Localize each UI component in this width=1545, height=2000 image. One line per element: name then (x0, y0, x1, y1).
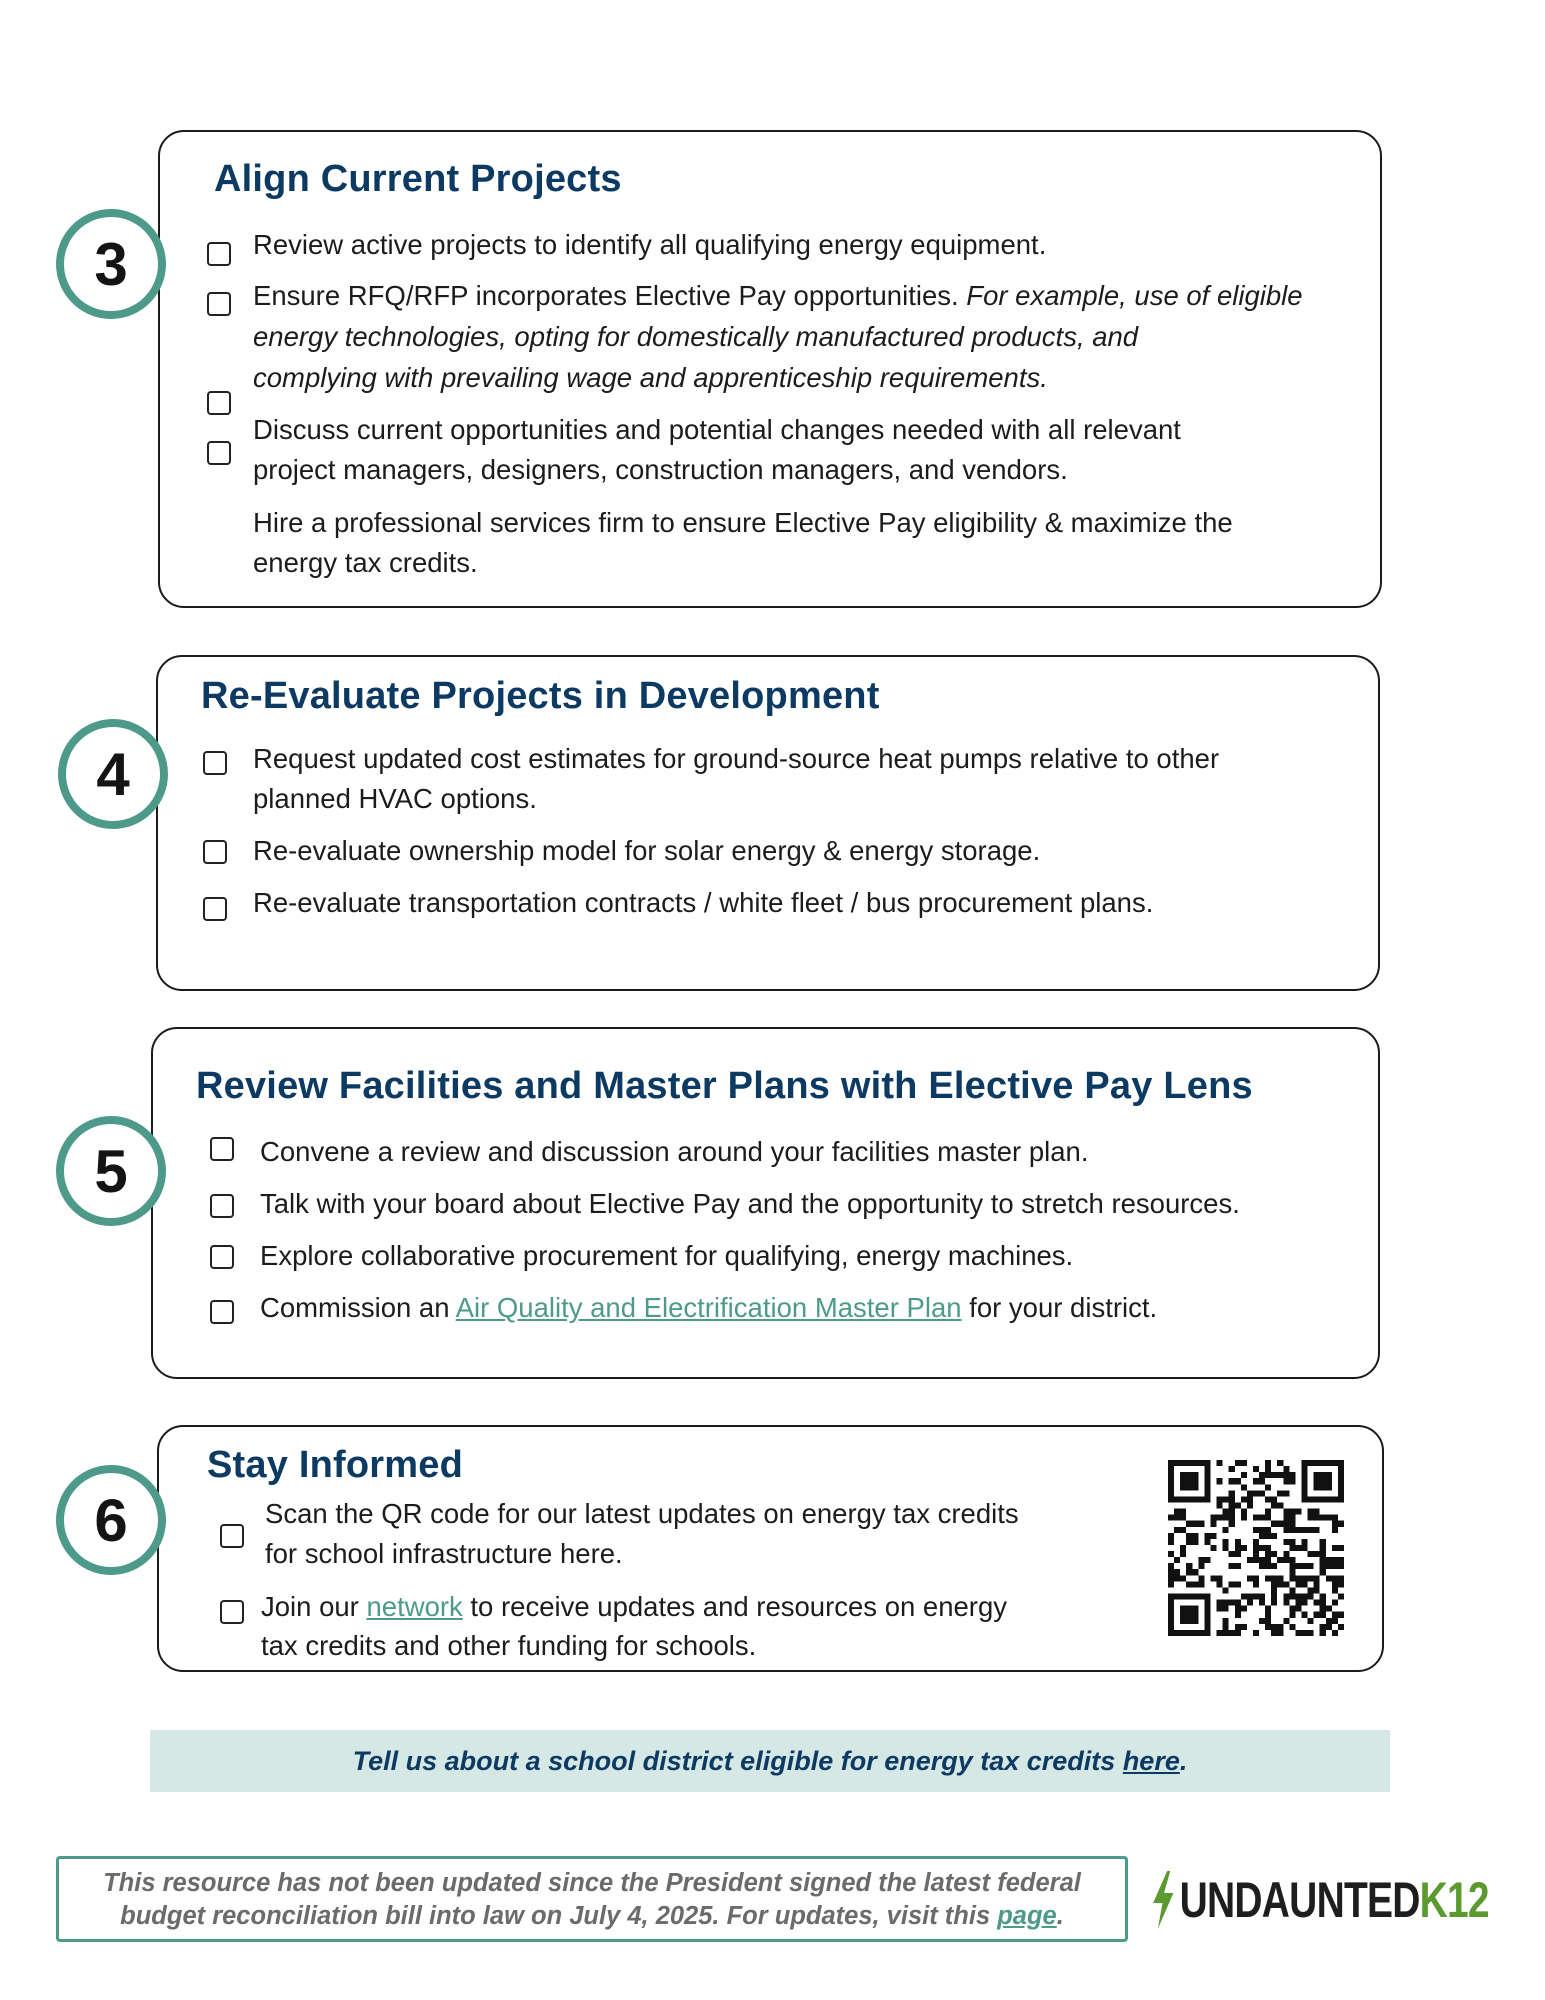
checkbox-icon[interactable] (203, 897, 227, 921)
checkbox-icon[interactable] (207, 292, 231, 316)
section-4-item-1-line2: planned HVAC options. (253, 783, 537, 814)
section-3-item-4-line2: energy tax credits. (253, 547, 478, 578)
qr-code-icon[interactable] (1168, 1460, 1344, 1636)
join-text-end: to receive updates and resources on energy (462, 1591, 1008, 1622)
section-3-item-1: Review active projects to identify all qualifying energy equipment. (253, 229, 1047, 260)
section-5-item-4-text: Commission an (260, 1292, 456, 1323)
section-5-item-3: Explore collaborative procurement for qualifying, energy machines. (260, 1240, 1074, 1271)
section-6-item-1: Scan the QR code for our latest updates on energy tax credits (265, 1498, 1019, 1529)
checkbox-icon[interactable] (207, 391, 231, 415)
master-plan-link[interactable]: Air Quality and Electrification Master Plan (455, 1292, 962, 1323)
section-3-item-3-line2: project managers, designers, construction managers, and vendors. (253, 454, 1068, 485)
section-3-item-2-text: Ensure RFQ/RFP incorporates Elective Pay opportunities. (253, 280, 959, 311)
section-5-item-4 (260, 1287, 1157, 1328)
update-notice (56, 1856, 1128, 1942)
section-6-title: Stay Informed (207, 1444, 463, 1486)
undaunted-k12-logo (1150, 1872, 1489, 1928)
notice-line-1: This resource has not been updated since the President signed the latest federal (103, 1869, 1081, 1897)
banner-link[interactable]: here (1122, 1745, 1180, 1776)
section-5-title: Review Facilities and Master Plans with Elective Pay Lens (196, 1065, 1253, 1107)
logo-text-k12: K12 (1419, 1872, 1489, 1928)
section-4-item-3: Re-evaluate transportation contracts / white fleet / bus procurement plans. (253, 887, 1154, 918)
notice-line-2 (59, 1900, 1125, 1933)
banner-text: Tell us about a school district eligible for energy tax credits (352, 1745, 1123, 1776)
step-4-badge: 4 (58, 719, 168, 829)
checkbox-icon[interactable] (210, 1194, 234, 1218)
section-4-title: Re-Evaluate Projects in Development (201, 675, 880, 717)
checkbox-icon[interactable] (220, 1600, 244, 1624)
step-5-badge: 5 (56, 1116, 166, 1226)
checkbox-icon[interactable] (210, 1137, 234, 1161)
section-3-item-2-example: For example, use of eligible (966, 280, 1303, 311)
logo-text-undaunted: UNDAUNTED (1179, 1872, 1420, 1928)
notice-line-2-text: budget reconciliation bill into law on July 4, 2025. For updates, visit this (120, 1902, 998, 1930)
district-banner (150, 1730, 1390, 1792)
checkbox-icon[interactable] (203, 840, 227, 864)
section-4-item-1: Request updated cost estimates for ground-source heat pumps relative to other (253, 743, 1220, 774)
section-5-item-2: Talk with your board about Elective Pay and the opportunity to stretch resources. (260, 1188, 1240, 1219)
banner-end: . (1179, 1745, 1188, 1776)
step-6-badge: 6 (56, 1465, 166, 1575)
notice-end: . (1056, 1902, 1064, 1930)
network-link[interactable]: network (366, 1591, 463, 1622)
section-3-title: Align Current Projects (214, 158, 622, 200)
step-3-badge: 3 (56, 209, 166, 319)
lightning-bolt-icon (1150, 1871, 1177, 1929)
checkbox-icon[interactable] (207, 441, 231, 465)
section-3-item-2 (253, 275, 1303, 316)
section-6-item-2-line2: tax credits and other funding for schools. (261, 1630, 757, 1661)
section-4-item-2: Re-evaluate ownership model for solar energy & energy storage. (253, 835, 1041, 866)
checkbox-icon[interactable] (220, 1524, 244, 1548)
section-4-card (156, 655, 1380, 991)
section-6-item-2 (261, 1586, 1007, 1627)
join-text: Join our (261, 1591, 367, 1622)
checkbox-icon[interactable] (207, 242, 231, 266)
checkbox-icon[interactable] (203, 751, 227, 775)
notice-page-link[interactable]: page (997, 1902, 1057, 1930)
section-3-item-4: Hire a professional services firm to ensure Elective Pay eligibility & maximize the (253, 507, 1233, 538)
section-3-item-3: Discuss current opportunities and potential changes needed with all relevant (253, 414, 1181, 445)
section-6-item-1-line2: for school infrastructure here. (265, 1538, 623, 1569)
checkbox-icon[interactable] (210, 1245, 234, 1269)
section-3-item-2-line3 (253, 357, 1048, 398)
section-3-item-2-example-2: energy technologies, opting for domestically manufactured products, and (253, 321, 1139, 352)
section-5-item-1: Convene a review and discussion around your facilities master plan. (260, 1136, 1089, 1167)
checkbox-icon[interactable] (210, 1300, 234, 1324)
section-5-item-4-end: for your district. (961, 1292, 1158, 1323)
section-3-item-2-example-3: complying with prevailing wage and apprenticeship requirements. (253, 362, 1048, 393)
section-3-item-2-line2 (253, 316, 1138, 357)
